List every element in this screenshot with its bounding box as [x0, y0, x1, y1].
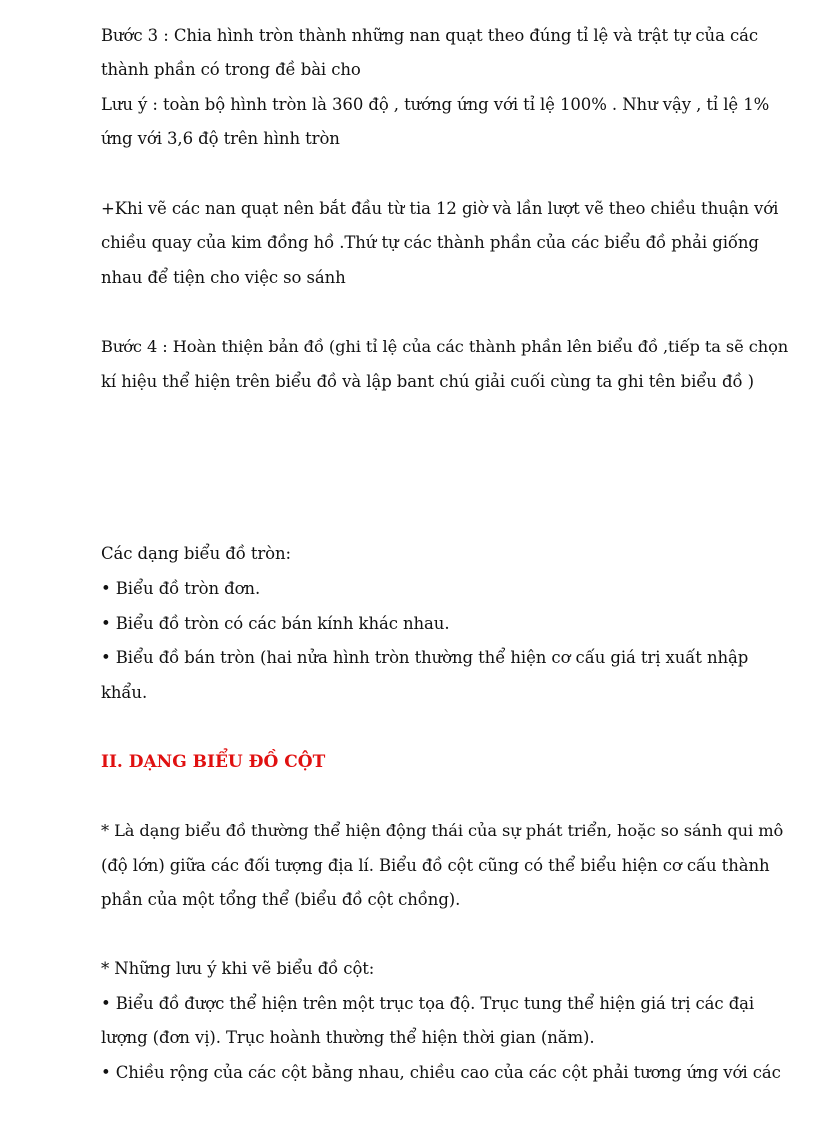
bullet-item: • Biểu đồ tròn có các bán kính khác nhau.: [101, 614, 450, 633]
bullet-item: • Chiều rộng của các cột bằng nhau, chiều cao của các cột phải tương ứng với các: [101, 1063, 781, 1082]
bullet-item: • Biểu đồ được thể hiện trên một trục tọa độ. Trục tung thể hiện giá trị các đại: [101, 994, 755, 1013]
text-line: * Là dạng biểu đồ thường thể hiện động thái của sự phát triển, hoặc so sánh qui mô: [101, 821, 784, 840]
text-line: lượng (đơn vị). Trục hoành thường thể hiện thời gian (năm).: [101, 1028, 595, 1047]
text-line: chiều quay của kim đồng hồ .Thứ tự các thành phần của các biểu đồ phải giống: [101, 233, 759, 252]
text-line: thành phần có trong đề bài cho: [101, 60, 361, 79]
text-line: +Khi vẽ các nan quạt nên bắt đầu từ tia 12 giờ và lần lượt vẽ theo chiều thuận với: [101, 199, 779, 218]
bullet-item: • Biểu đồ bán tròn (hai nửa hình tròn thường thể hiện cơ cấu giá trị xuất nhập: [101, 648, 749, 667]
text-line: Các dạng biểu đồ tròn:: [101, 544, 291, 563]
text-line: kí hiệu thể hiện trên biểu đồ và lập bant chú giải cuối cùng ta ghi tên biểu đồ ): [101, 372, 754, 391]
text-line: Bước 4 : Hoàn thiện bản đồ (ghi tỉ lệ của các thành phần lên biểu đồ ,tiếp ta sẽ chọn: [101, 337, 789, 356]
text-line: ứng với 3,6 độ trên hình tròn: [101, 129, 340, 148]
section-heading: II. DẠNG BIỂU ĐỒ CỘT: [101, 752, 326, 772]
text-line: * Những lưu ý khi vẽ biểu đồ cột:: [101, 959, 375, 978]
bullet-item: • Biểu đồ tròn đơn.: [101, 579, 261, 598]
text-line: Lưu ý : toàn bộ hình tròn là 360 độ , tướng ứng với tỉ lệ 100% . Như vậy , tỉ lệ 1%: [101, 95, 770, 114]
text-line: phần của một tổng thể (biểu đồ cột chồng).: [101, 890, 461, 909]
text-line: Bước 3 : Chia hình tròn thành những nan quạt theo đúng tỉ lệ và trật tự của các: [101, 26, 758, 45]
text-line: (độ lớn) giữa các đối tượng địa lí. Biểu đồ cột cũng có thể biểu hiện cơ cấu thành: [101, 856, 770, 875]
text-line: nhau để tiện cho việc so sánh: [101, 268, 346, 287]
text-line: khẩu.: [101, 683, 148, 702]
